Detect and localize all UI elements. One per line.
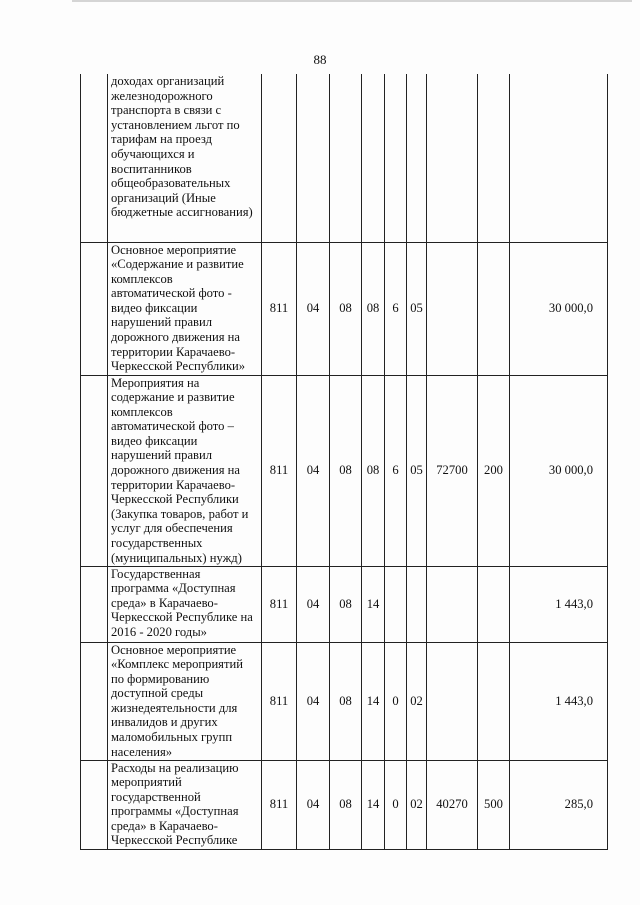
ministry-cell: 811 bbox=[262, 242, 297, 375]
subprogram-cell bbox=[385, 74, 407, 242]
subprogram-cell: 0 bbox=[385, 642, 407, 760]
section-cell: 04 bbox=[297, 242, 330, 375]
amount-cell: 1 443,0 bbox=[510, 642, 608, 760]
program-cell: 14 bbox=[362, 760, 385, 849]
table-row bbox=[81, 566, 608, 642]
table-row bbox=[81, 242, 608, 375]
ministry-cell: 811 bbox=[262, 642, 297, 760]
direction-cell bbox=[427, 74, 478, 242]
row-gutter-cell bbox=[81, 760, 108, 849]
table-row bbox=[81, 760, 608, 849]
subsection-cell: 08 bbox=[330, 760, 362, 849]
description-cell: доходах организаций железнодорожного транспорта в связи с установлением льгот по тарифам на проезд обучающихся и воспитанников общеобразовательных организаций (Иные бюджетные ассигнования) bbox=[108, 74, 262, 242]
expense-type-cell: 200 bbox=[478, 375, 510, 566]
subprogram-cell: 6 bbox=[385, 375, 407, 566]
section-cell: 04 bbox=[297, 566, 330, 642]
subsection-cell: 08 bbox=[330, 566, 362, 642]
description-cell: Основное мероприятие «Содержание и развитие комплексов автоматической фото - видео фиксации нарушений правил дорожного движения на территории Карачаево-Черкесской Республики» bbox=[108, 242, 262, 375]
event-cell bbox=[407, 74, 427, 242]
event-cell: 05 bbox=[407, 375, 427, 566]
budget-table bbox=[80, 74, 608, 850]
amount-cell: 285,0 bbox=[510, 760, 608, 849]
amount-cell bbox=[510, 74, 608, 242]
section-cell: 04 bbox=[297, 760, 330, 849]
row-gutter-cell bbox=[81, 74, 108, 242]
ministry-cell bbox=[262, 74, 297, 242]
row-gutter-cell bbox=[81, 642, 108, 760]
ministry-cell: 811 bbox=[262, 566, 297, 642]
event-cell: 02 bbox=[407, 642, 427, 760]
scan-edge-mark bbox=[72, 0, 632, 2]
subsection-cell: 08 bbox=[330, 242, 362, 375]
subsection-cell: 08 bbox=[330, 375, 362, 566]
program-cell: 08 bbox=[362, 375, 385, 566]
event-cell: 05 bbox=[407, 242, 427, 375]
row-gutter-cell bbox=[81, 375, 108, 566]
table-row bbox=[81, 642, 608, 760]
ministry-cell: 811 bbox=[262, 760, 297, 849]
direction-cell bbox=[427, 242, 478, 375]
description-cell: Расходы на реализацию мероприятий государственной программы «Доступная среда» в Карачаево-Черкесской Республике bbox=[108, 760, 262, 849]
subsection-cell bbox=[330, 74, 362, 242]
expense-type-cell: 500 bbox=[478, 760, 510, 849]
section-cell bbox=[297, 74, 330, 242]
amount-cell: 1 443,0 bbox=[510, 566, 608, 642]
description-cell: Мероприятия на содержание и развитие комплексов автоматической фото – видео фиксации нарушений правил дорожного движения на территории Карачаево-Черкесской Республики (Закупка товаров, работ и услуг для обеспечения государственных (муниципальных) нужд) bbox=[108, 375, 262, 566]
event-cell bbox=[407, 566, 427, 642]
subprogram-cell bbox=[385, 566, 407, 642]
direction-cell: 40270 bbox=[427, 760, 478, 849]
event-cell: 02 bbox=[407, 760, 427, 849]
program-cell: 08 bbox=[362, 242, 385, 375]
row-gutter-cell bbox=[81, 242, 108, 375]
direction-cell: 72700 bbox=[427, 375, 478, 566]
description-cell: Государственная программа «Доступная среда» в Карачаево-Черкесской Республике на 2016 - 2020 годы» bbox=[108, 566, 262, 642]
expense-type-cell bbox=[478, 74, 510, 242]
expense-type-cell bbox=[478, 642, 510, 760]
direction-cell bbox=[427, 566, 478, 642]
direction-cell bbox=[427, 642, 478, 760]
program-cell: 14 bbox=[362, 566, 385, 642]
table-row bbox=[81, 375, 608, 566]
subsection-cell: 08 bbox=[330, 642, 362, 760]
row-gutter-cell bbox=[81, 566, 108, 642]
ministry-cell: 811 bbox=[262, 375, 297, 566]
amount-cell: 30 000,0 bbox=[510, 375, 608, 566]
section-cell: 04 bbox=[297, 642, 330, 760]
amount-cell: 30 000,0 bbox=[510, 242, 608, 375]
expense-type-cell bbox=[478, 242, 510, 375]
section-cell: 04 bbox=[297, 375, 330, 566]
program-cell: 14 bbox=[362, 642, 385, 760]
subprogram-cell: 6 bbox=[385, 242, 407, 375]
table-row bbox=[81, 74, 608, 242]
page-number: 88 bbox=[313, 52, 327, 67]
description-cell: Основное мероприятие «Комплекс мероприятий по формированию доступной среды жизнедеятельности для инвалидов и других маломобильных групп населения» bbox=[108, 642, 262, 760]
program-cell bbox=[362, 74, 385, 242]
expense-type-cell bbox=[478, 566, 510, 642]
subprogram-cell: 0 bbox=[385, 760, 407, 849]
